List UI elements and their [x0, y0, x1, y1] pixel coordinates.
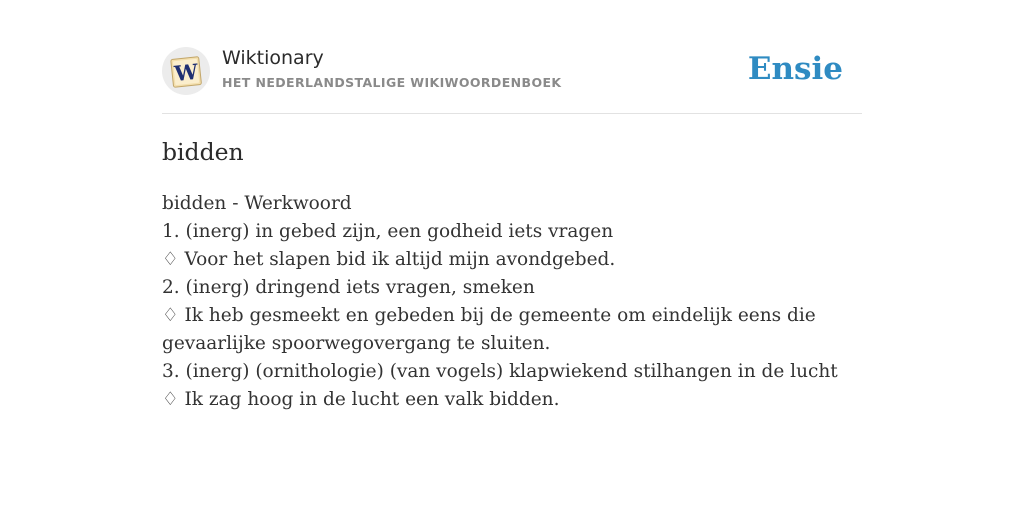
- site-name[interactable]: Wiktionary: [222, 47, 324, 69]
- entry-body: [162, 190, 862, 414]
- example-2: ♢ Ik heb gesmeekt en gebeden bij de gemeente om eindelijk eens die gevaarlijke spoorwegovergang te sluiten.: [162, 305, 816, 354]
- site-tagline: HET NEDERLANDSTALIGE WIKIWOORDENBOEK: [222, 75, 562, 90]
- entry-content: [162, 134, 862, 414]
- site-header: [162, 44, 862, 98]
- wiktionary-logo-icon[interactable]: [162, 47, 210, 95]
- header-divider: [162, 113, 862, 114]
- example-1: ♢ Voor het slapen bid ik altijd mijn avondgebed.: [162, 249, 616, 270]
- definition-1: 1. (inerg) in gebed zijn, een godheid iets vragen: [162, 221, 614, 242]
- definition-3: 3. (inerg) (ornithologie) (van vogels) klapwiekend stilhangen in de lucht: [162, 361, 838, 382]
- definition-2: 2. (inerg) dringend iets vragen, smeken: [162, 277, 535, 298]
- entry-word-type: bidden - Werkwoord: [162, 193, 352, 214]
- example-3: ♢ Ik zag hoog in de lucht een valk bidden.: [162, 389, 560, 410]
- ensie-brand-link[interactable]: Ensie: [747, 51, 843, 87]
- entry-title: bidden: [162, 138, 244, 166]
- svg-text:W: W: [173, 58, 200, 87]
